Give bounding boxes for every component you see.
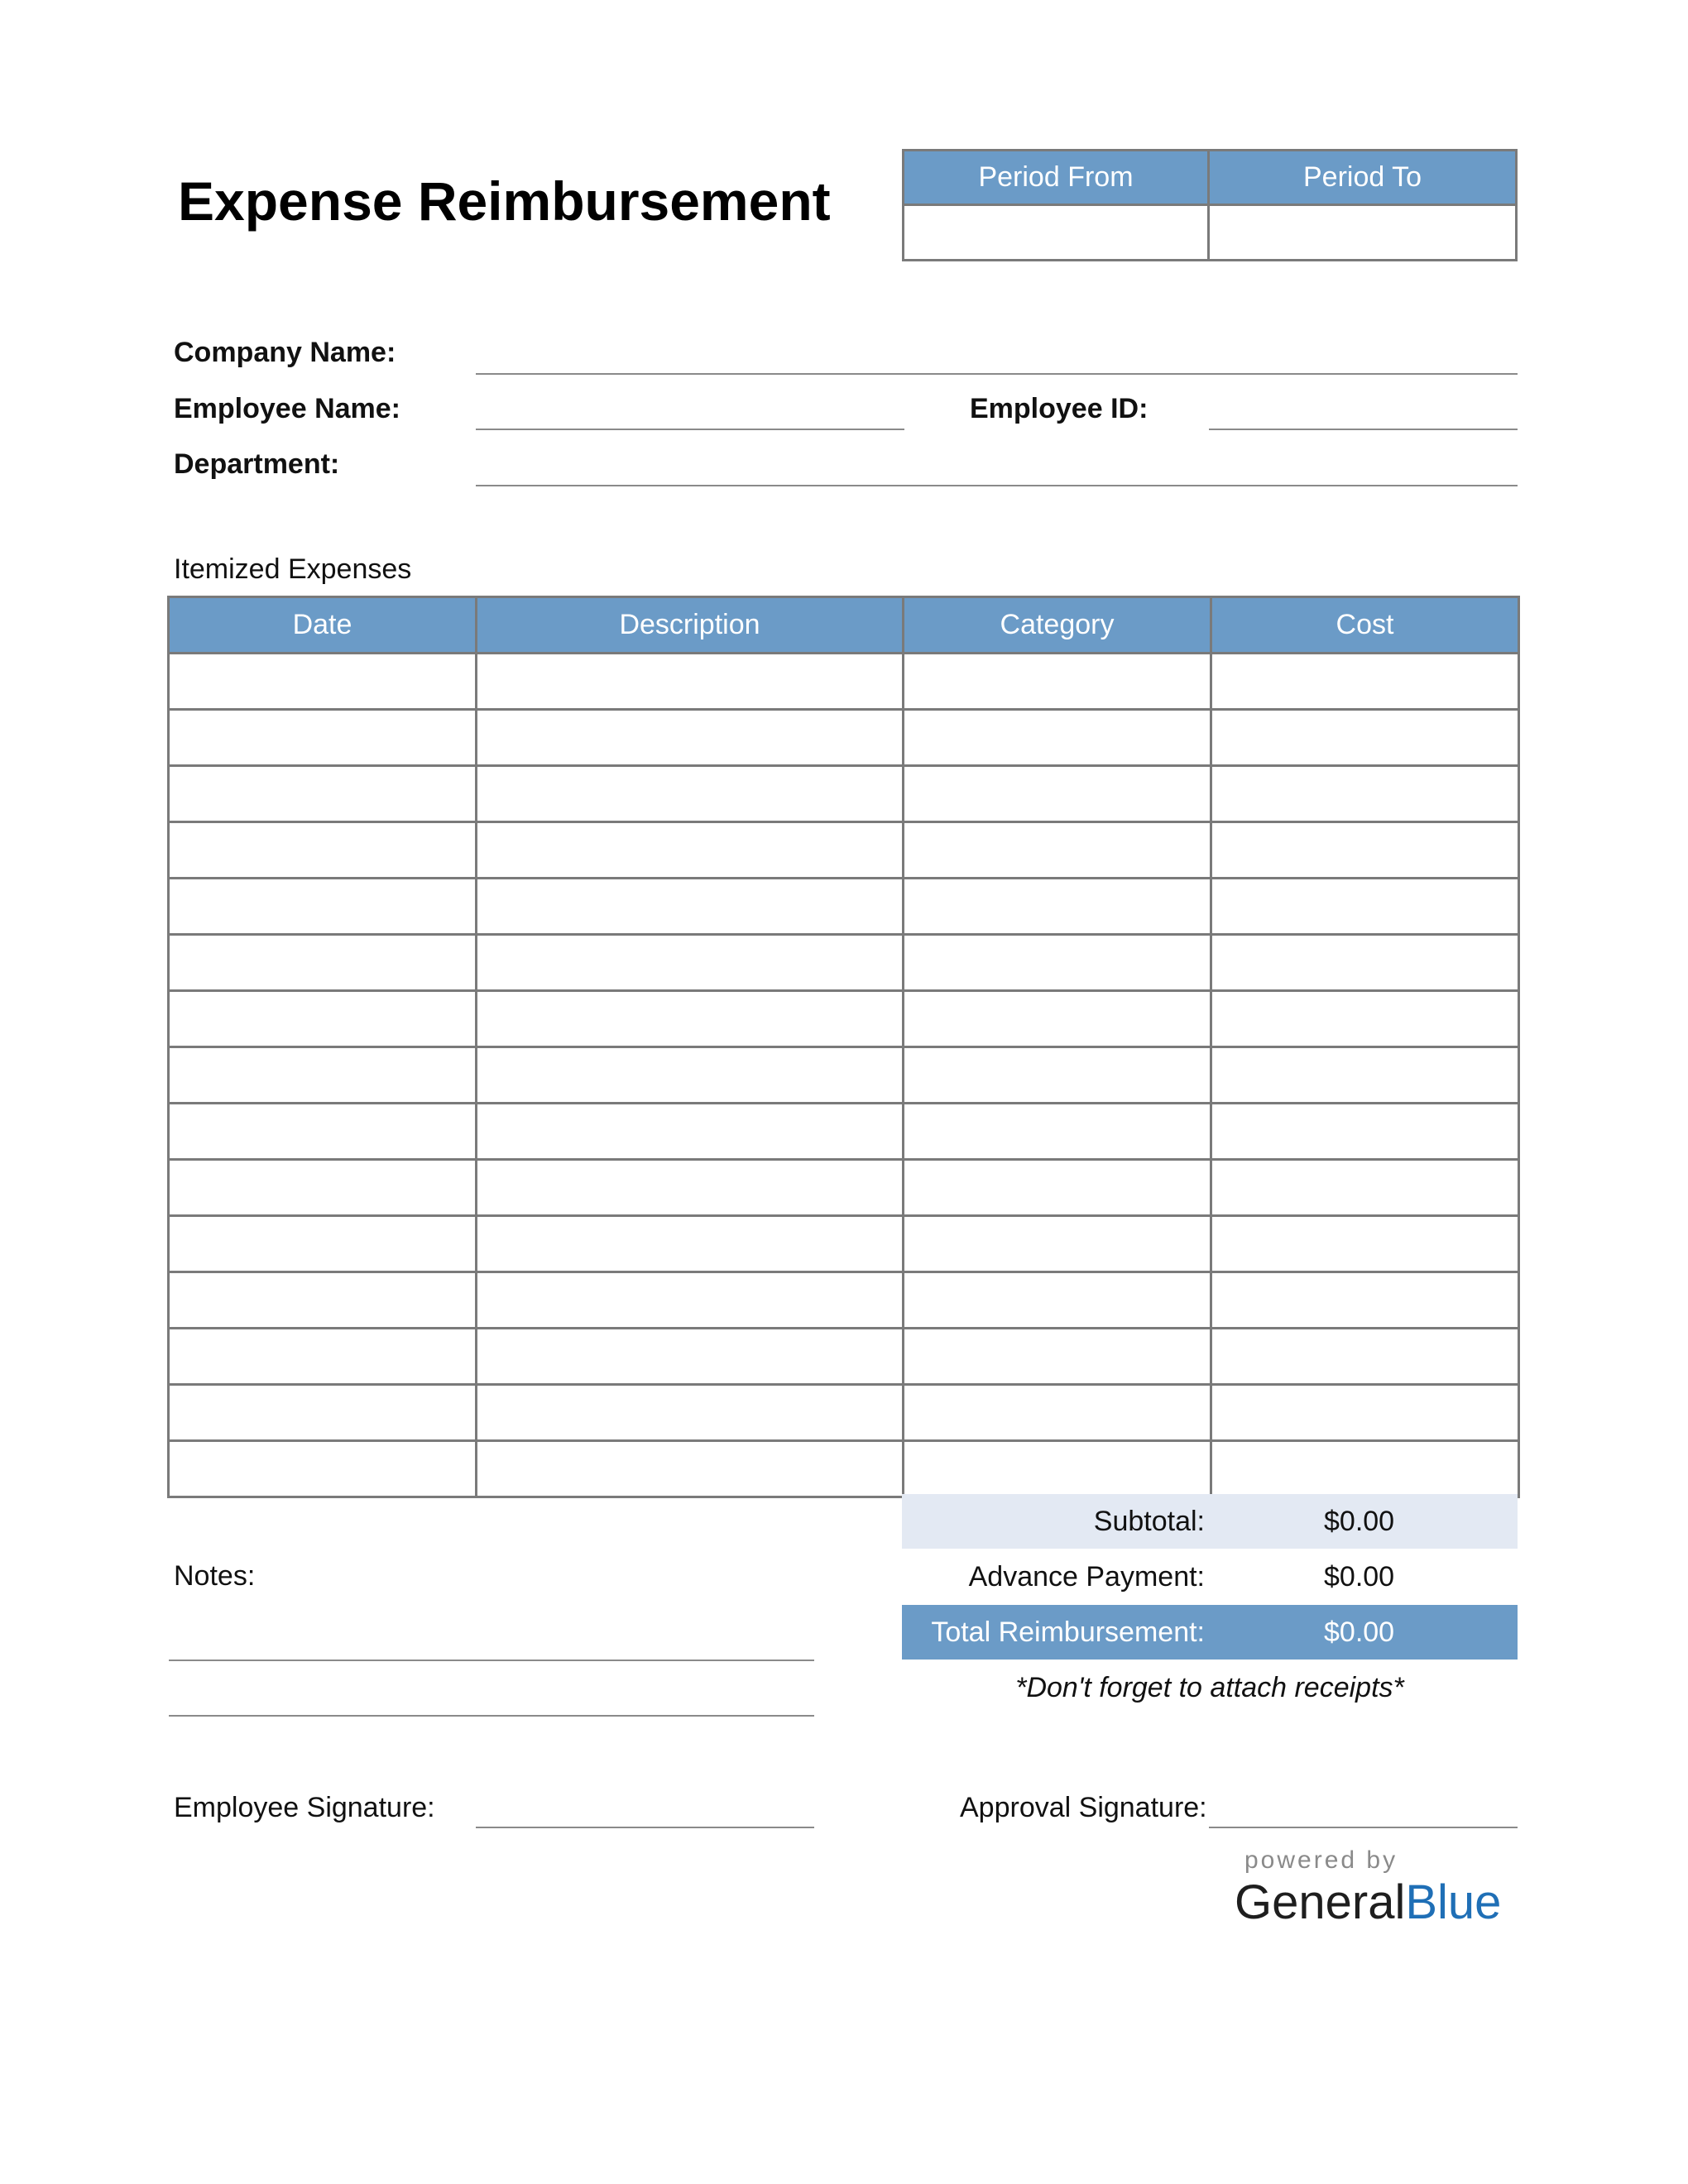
description-cell[interactable] [477,1216,904,1272]
table-row [169,766,1519,822]
total-reimbursement-value: $0.00 [1324,1616,1395,1648]
notes-line-1[interactable] [169,1660,814,1661]
description-cell[interactable] [477,1047,904,1104]
date-cell[interactable] [169,991,477,1047]
table-row [169,1047,1519,1104]
description-cell[interactable] [477,822,904,879]
column-header-date: Date [169,597,477,654]
cost-cell[interactable] [1211,879,1519,935]
subtotal-label: Subtotal: [1093,1505,1205,1537]
employee-id-label: Employee ID: [970,393,1149,424]
table-row [169,1385,1519,1441]
employee-signature-label: Employee Signature: [174,1792,435,1823]
table-row [169,1160,1519,1216]
table-row [169,935,1519,991]
expenses-table [167,596,1520,1498]
date-cell[interactable] [169,935,477,991]
approval-signature-label: Approval Signature: [960,1792,1207,1823]
table-row [169,879,1519,935]
cost-cell[interactable] [1211,654,1519,710]
employee-signature-field[interactable] [476,1827,814,1828]
period-to-field[interactable] [1210,206,1515,259]
department-field[interactable] [476,485,1518,486]
table-row [169,1441,1519,1497]
category-cell[interactable] [904,1385,1211,1441]
receipt-reminder: *Don't forget to attach receipts* [1015,1672,1404,1703]
subtotal-value: $0.00 [1324,1505,1395,1537]
category-cell[interactable] [904,766,1211,822]
table-header-row [169,597,1519,654]
category-cell[interactable] [904,1329,1211,1385]
category-cell[interactable] [904,710,1211,766]
column-header-category: Category [904,597,1211,654]
employee-name-field[interactable] [476,429,904,430]
advance-payment-row [902,1549,1518,1604]
page-title: Expense Reimbursement [178,170,831,232]
date-cell[interactable] [169,1160,477,1216]
total-reimbursement-label: Total Reimbursement: [931,1616,1205,1648]
category-cell[interactable] [904,1104,1211,1160]
total-reimbursement-row [902,1605,1518,1660]
itemized-expenses-heading: Itemized Expenses [174,553,412,585]
category-cell[interactable] [904,879,1211,935]
period-box [902,149,1518,261]
description-cell[interactable] [477,766,904,822]
category-cell[interactable] [904,1160,1211,1216]
cost-cell[interactable] [1211,1160,1519,1216]
category-cell[interactable] [904,1047,1211,1104]
description-cell[interactable] [477,654,904,710]
table-row [169,1104,1519,1160]
approval-signature-field[interactable] [1209,1827,1518,1828]
cost-cell[interactable] [1211,822,1519,879]
cost-cell[interactable] [1211,1216,1519,1272]
table-row [169,822,1519,879]
date-cell[interactable] [169,654,477,710]
description-cell[interactable] [477,935,904,991]
cost-cell[interactable] [1211,1385,1519,1441]
date-cell[interactable] [169,1441,477,1497]
table-row [169,1329,1519,1385]
category-cell[interactable] [904,654,1211,710]
employee-id-field[interactable] [1209,429,1518,430]
date-cell[interactable] [169,822,477,879]
cost-cell[interactable] [1211,1047,1519,1104]
table-row [169,991,1519,1047]
cost-cell[interactable] [1211,710,1519,766]
department-label: Department: [174,448,340,480]
date-cell[interactable] [169,1216,477,1272]
cost-cell[interactable] [1211,1104,1519,1160]
category-cell[interactable] [904,991,1211,1047]
company-name-field[interactable] [476,373,1518,375]
column-header-cost: Cost [1211,597,1519,654]
description-cell[interactable] [477,1104,904,1160]
date-cell[interactable] [169,766,477,822]
description-cell[interactable] [477,1272,904,1329]
column-header-description: Description [477,597,904,654]
category-cell[interactable] [904,1441,1211,1497]
date-cell[interactable] [169,1385,477,1441]
description-cell[interactable] [477,879,904,935]
category-cell[interactable] [904,1216,1211,1272]
period-from-header: Period From [904,151,1210,206]
table-row [169,1216,1519,1272]
category-cell[interactable] [904,1272,1211,1329]
general-blue-logo [1235,1875,1501,1930]
table-row [169,1272,1519,1329]
date-cell[interactable] [169,710,477,766]
cost-cell[interactable] [1211,1272,1519,1329]
period-from-field[interactable] [904,206,1210,259]
date-cell[interactable] [169,1329,477,1385]
category-cell[interactable] [904,935,1211,991]
powered-by-text: powered by [1244,1846,1398,1874]
cost-cell[interactable] [1211,935,1519,991]
period-to-header: Period To [1210,151,1515,206]
subtotal-row [902,1494,1518,1549]
description-cell[interactable] [477,991,904,1047]
description-cell[interactable] [477,1329,904,1385]
description-cell[interactable] [477,1385,904,1441]
category-cell[interactable] [904,822,1211,879]
employee-name-label: Employee Name: [174,393,400,424]
table-row [169,710,1519,766]
notes-line-2[interactable] [169,1715,814,1717]
description-cell[interactable] [477,1441,904,1497]
notes-label: Notes: [174,1560,256,1592]
table-row [169,654,1519,710]
advance-payment-value: $0.00 [1324,1560,1395,1592]
date-cell[interactable] [169,1104,477,1160]
cost-cell[interactable] [1211,766,1519,822]
advance-payment-label: Advance Payment: [968,1560,1205,1592]
company-name-label: Company Name: [174,337,396,368]
logo-text-blue: Blue [1405,1875,1502,1929]
description-cell[interactable] [477,1160,904,1216]
date-cell[interactable] [169,879,477,935]
cost-cell[interactable] [1211,1441,1519,1497]
date-cell[interactable] [169,1272,477,1329]
logo-text-general: General [1235,1875,1406,1929]
cost-cell[interactable] [1211,1329,1519,1385]
date-cell[interactable] [169,1047,477,1104]
cost-cell[interactable] [1211,991,1519,1047]
description-cell[interactable] [477,710,904,766]
